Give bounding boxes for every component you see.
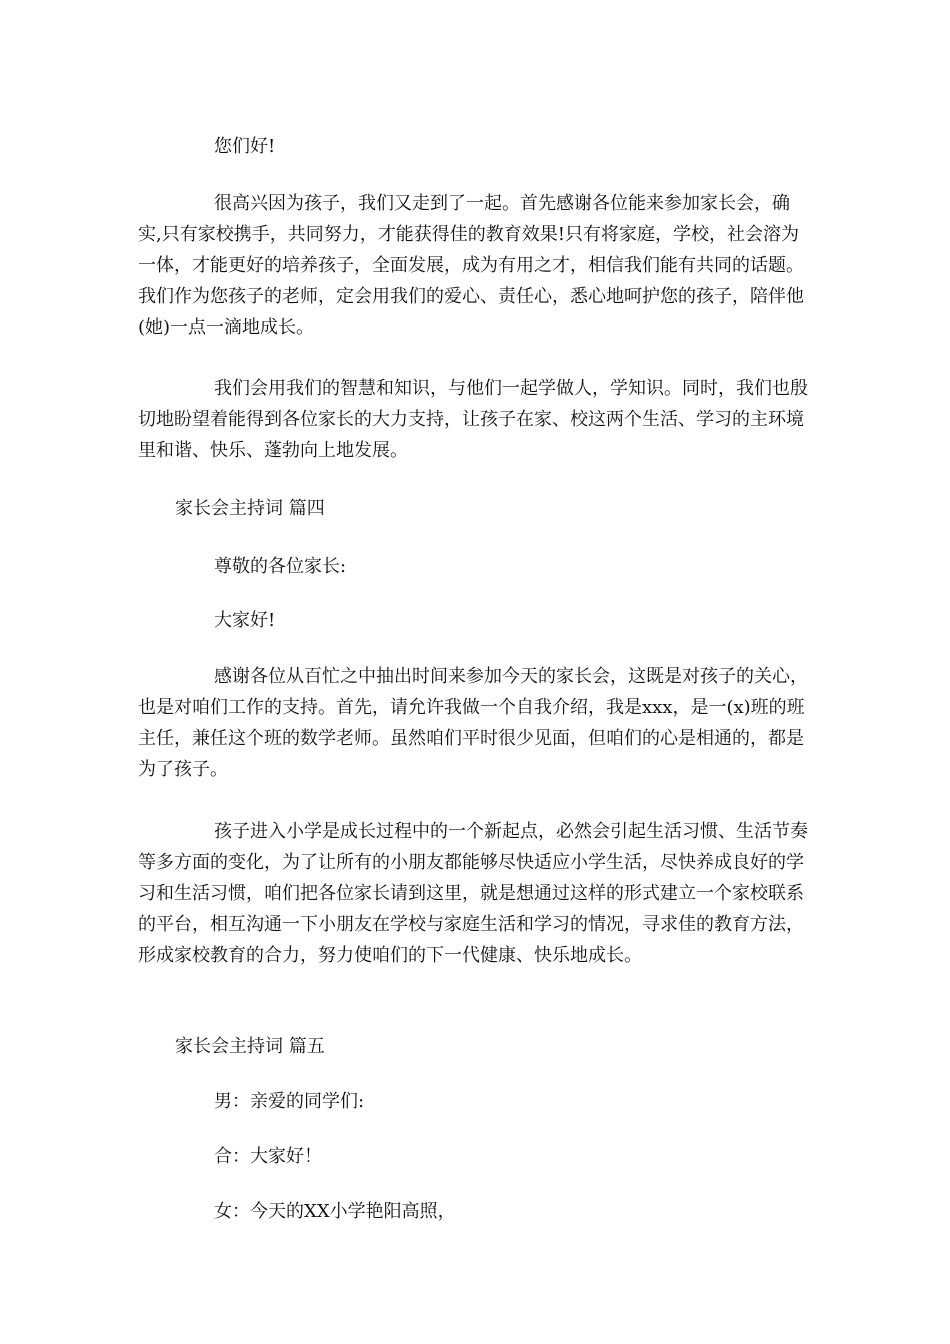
body-paragraph: 感谢各位从百忙之中抽出时间来参加今天的家长会，这既是对孩子的关心，也是对咱们工作的支持。首先，请允许我做一个自我介绍，我是xxx，是一(x)班的班主任，兼任这个班的数学老师。虽然咱们平时很少见面，但咱们的心是相通的，都是为了孩子。 — [138, 666, 808, 780]
dialogue-line: 女：今天的XX小学艳阳高照， — [214, 1201, 456, 1222]
dialogue-line: 合：大家好！ — [214, 1146, 322, 1167]
body-paragraph: 我们会用我们的智慧和知识，与他们一起学做人，学知识。同时，我们也殷切地盼望着能得到各位家长的大力支持，让孩子在家、校这两个生活、学习的主环境里和谐、快乐、蓬勃向上地发展。 — [138, 378, 808, 461]
salutation-line: 尊敬的各位家长: — [214, 556, 347, 577]
greeting-line: 大家好! — [214, 610, 276, 631]
section-heading: 家长会主持词 篇四 — [175, 498, 325, 519]
greeting-line: 您们好! — [214, 136, 276, 157]
section-heading: 家长会主持词 篇五 — [175, 1036, 325, 1057]
body-paragraph: 很高兴因为孩子，我们又走到了一起。首先感谢各位能来参加家长会，确实,只有家校携手，共同努力，才能获得佳的教育效果!只有将家庭，学校，社会溶为一体，才能更好的培养孩子，全面发展，成为有用之才，相信我们能有共同的话题。我们作为您孩子的老师，定会用我们的爱心、责任心，悉心地呵护您的孩子，陪伴他(她)一点一滴地成长。 — [138, 193, 804, 338]
body-paragraph: 孩子进入小学是成长过程中的一个新起点，必然会引起生活习惯、生活节奏等多方面的变化，为了让所有的小朋友都能够尽快适应小学生活，尽快养成良好的学习和生活习惯，咱们把各位家长请到这里，就是想通过这样的形式建立一个家校联系的平台，相互沟通一下小朋友在学校与家庭生活和学习的情况，寻求佳的教育方法，形成家校教育的合力，努力使咱们的下一代健康、快乐地成长。 — [138, 821, 808, 966]
dialogue-line: 男：亲爱的同学们: — [214, 1091, 365, 1112]
